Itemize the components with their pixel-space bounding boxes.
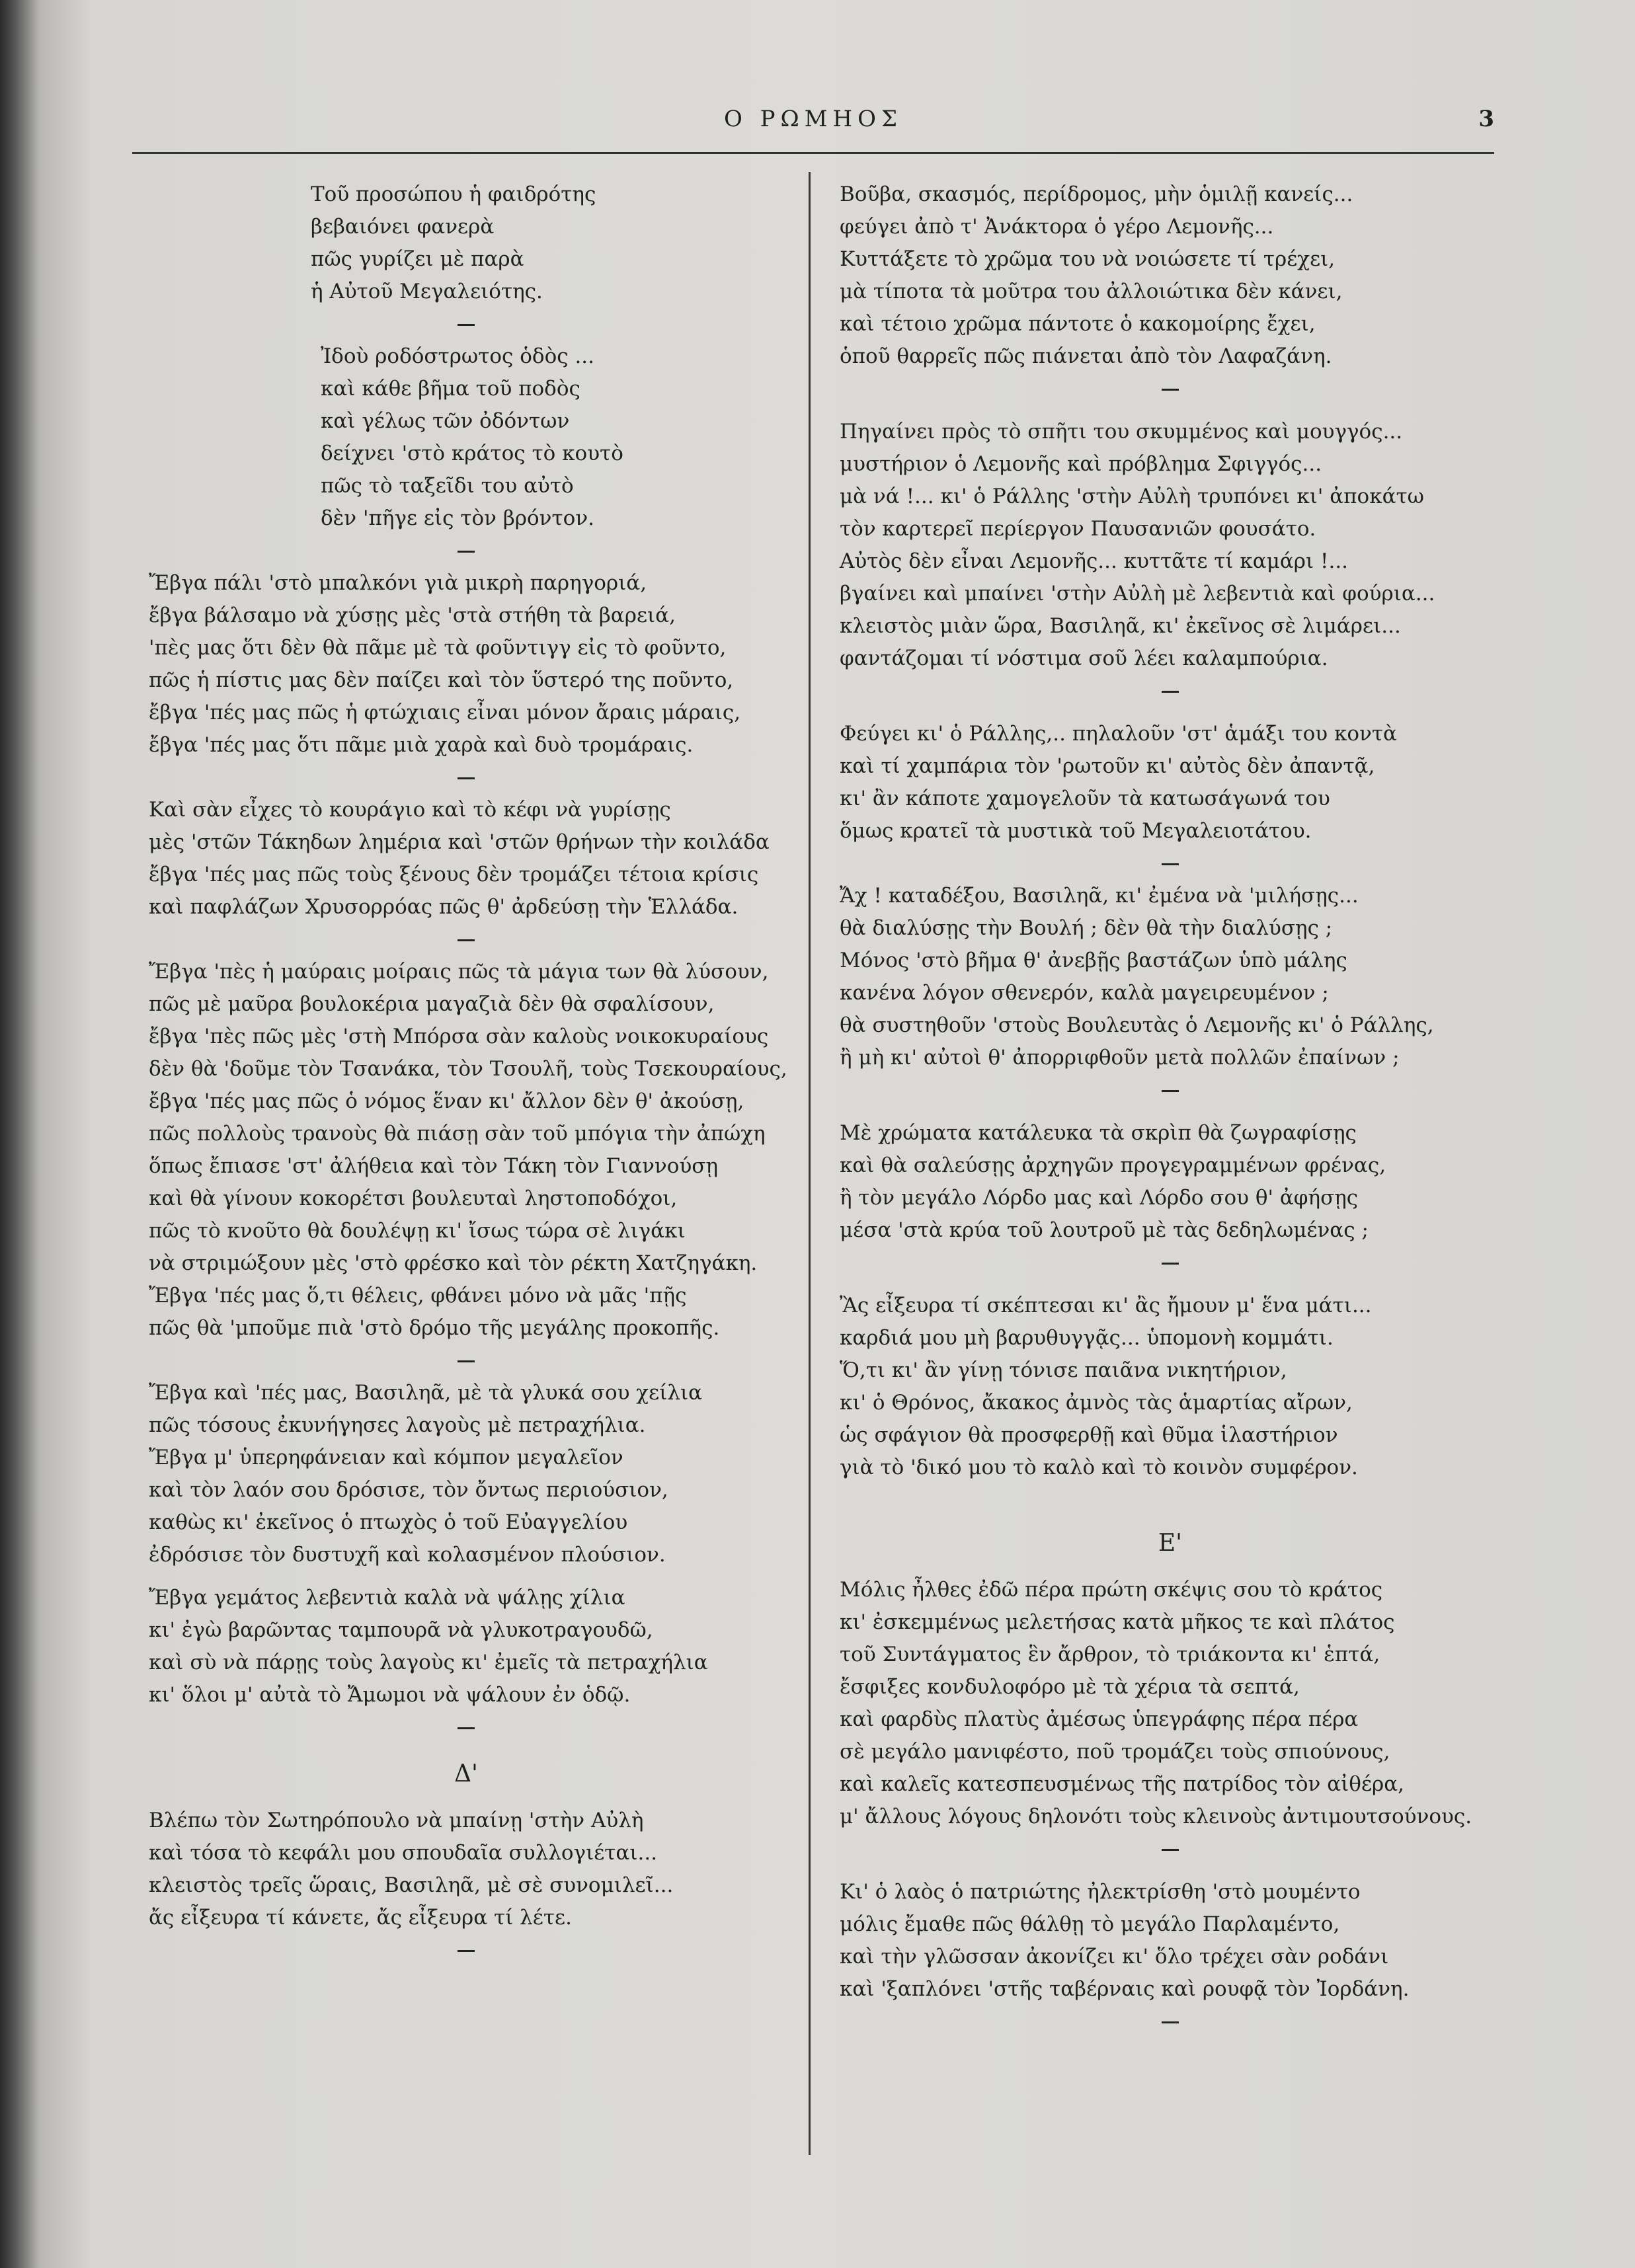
stanza [149,1582,783,1711]
stanza [149,956,787,1345]
verse-line: Ὅ,τι κι' ἂν γίνῃ τόνισε παιᾶνα νικητήριον, [840,1358,1287,1382]
verse-line: καὶ τέτοιο χρῶμα πάντοτε ὁ κακομοίρης ἔχει, [840,312,1316,336]
verse-line: πῶς πολλοὺς τρανοὺς θὰ πιάσῃ σὰν τοῦ μπόγια τὴν ἀπώχη [149,1122,766,1146]
separator-dash [840,675,1501,707]
verse-line: φαντάζομαι τί νόστιμα σοῦ λέει καλαμπούρια. [840,646,1328,670]
verse-line: Ἔβγα μ' ὑπερηφάνειαν καὶ κόμπον μεγαλεῖον [149,1446,623,1469]
verse-line: κι' ἐγὼ βαρῶντας ταμπουρᾶ νὰ γλυκοτραγουδῶ, [149,1618,653,1642]
verse-line: καὶ κάθε βῆμα τοῦ ποδὸς [321,377,580,401]
stanza [149,567,783,762]
verse-line: γιὰ τὸ 'δικό μου τὸ καλὸ καὶ τὸ κοινὸν συμφέρον. [840,1456,1358,1479]
verse-line: μόλις ἔμαθε πῶς θάλθῃ τὸ μεγάλο Παρλαμέντο, [840,1912,1340,1936]
column-divider [809,172,811,2155]
verse-line: ἢ μὴ κι' αὐτοὶ θ' ἀπορριφθοῦν μετὰ πολλῶν ἐπαίνων ; [840,1046,1400,1070]
verse-line: τὸν καρτερεῖ περίεργον Παυσανιῶν φουσάτο. [840,517,1316,541]
stanza [840,880,1501,1074]
page-number: 3 [1478,106,1494,132]
stanza [840,416,1501,675]
verse-line: καθὼς κι' ἐκεῖνος ὁ πτωχὸς ὁ τοῦ Εὐαγγελίου [149,1510,628,1534]
verse-line: κλειστὸς τρεῖς ὥραις, Βασιληᾶ, μὲ σὲ συνομιλεῖ... [149,1873,674,1897]
separator-dash [149,1711,783,1744]
verse-line: πῶς τὸ ταξεῖδι του αὐτὸ [321,474,574,498]
verse-line: καὶ γέλως τῶν ὀδόντων [321,409,570,433]
stanza [149,340,783,535]
verse-line: Ἔβγα 'πὲς ἡ μαύραις μοίραις πῶς τὰ μάγια των θὰ λύσουν, [149,960,769,984]
verse-line: δὲν θὰ 'δοῦμε τὸν Τσανάκα, τὸν Τσουλῆ, τοὺς Τσεκουραίους, [149,1057,787,1081]
verse-line: ἐδρόσισε τὸν δυστυχῆ καὶ κολασμένον πλούσιον. [149,1543,666,1567]
verse-line: καὶ σὺ νὰ πάρῃς τοὺς λαγοὺς κι' ἐμεῖς τὰ πετραχήλια [149,1651,708,1674]
header-rule [132,152,1494,154]
verse-line: καὶ τὴν γλῶσσαν ἀκονίζει κι' ὅλο τρέχει σὰν ροδάνι [840,1945,1389,1969]
verse-line: βεβαιόνει φανερὰ [311,215,495,239]
verse-line: πῶς ἡ πίστις μας δὲν παίζει καὶ τὸν ὕστερό της ποῦντο, [149,668,734,692]
verse-line: μὰ νά !... κι' ὁ Ράλλης 'στὴν Αὐλὴ τρυπόνει κι' ἀποκάτω [840,485,1424,508]
verse-line: μυστήριον ὁ Λεμονῆς καὶ πρόβλημα Σφιγγός... [840,452,1322,476]
verse-line: Ἰδοὺ ροδόστρωτος ὁδὸς ... [321,344,595,368]
verse-line: ἔβγα 'πές μας πῶς ὁ νόμος ἕναν κι' ἄλλον δὲν θ' ἀκούσῃ, [149,1089,744,1113]
verse-line: ἔβγα 'πὲς πῶς μὲς 'στὴ Μπόρσα σὰν καλοὺς νοικοκυραίους [149,1025,769,1048]
verse-line: κι' ὅλοι μ' αὐτὰ τὸ Ἄμωμοι νὰ ψάλουν ἐν ὁδῷ. [149,1683,631,1707]
separator-dash [840,373,1501,405]
verse-line: μ' ἄλλους λόγους δηλονότι τοὺς κλεινοὺς ἀντιμουτσούνους. [840,1805,1472,1828]
separator-dash [149,923,783,956]
verse-line: Αὐτὸς δὲν εἶναι Λεμονῆς... κυττᾶτε τί καμάρι !... [840,549,1349,573]
verse-line: πῶς τόσους ἐκυνήγησες λαγοὺς μὲ πετραχήλια. [149,1413,646,1437]
verse-line: νὰ στριμώξουν μὲς 'στὸ φρέσκο καὶ τὸν ρέκτη Χατζηγάκη. [149,1251,758,1275]
separator-dash [149,762,783,794]
verse-line: Ἔβγα γεμάτος λεβεντιὰ καλὰ νὰ ψάλῃς χίλια [149,1586,625,1610]
separator-dash [149,308,783,340]
stanza [840,1574,1501,1833]
verse-line: Τοῦ προσώπου ἡ φαιδρότης [311,182,596,206]
verse-line: κανένα λόγον σθενερόν, καλὰ μαγειρευμένον ; [840,981,1329,1005]
verse-line: ὅμως κρατεῖ τὰ μυστικὰ τοῦ Μεγαλειοτάτου. [840,819,1312,843]
verse-line: κι' ἂν κάποτε χαμογελοῦν τὰ κατωσάγωνά του [840,787,1330,810]
verse-line: καὶ 'ξαπλόνει 'στῆς ταβέρναις καὶ ρουφᾷ τὸν Ἰορδάνη. [840,1977,1410,2001]
separator-dash [149,1934,783,1967]
stanza [840,1117,1501,1247]
verse-line: κι' ἐσκεμμένως μελετήσας κατὰ μῆκος τε καὶ πλάτος [840,1610,1395,1634]
verse-line: καὶ τί χαμπάρια τὸν 'ρωτοῦν κι' αὐτὸς δὲν ἀπαντᾷ, [840,754,1375,778]
verse-line: ὡς σφάγιον θὰ προσφερθῇ καὶ θῦμα ἱλαστήριον [840,1423,1338,1447]
verse-line: ὅπως ἔπιασε 'στ' ἀλήθεια καὶ τὸν Τάκη τὸν Γιαννούσῃ [149,1154,719,1178]
verse-line: καρδιά μου μὴ βαρυθυγγᾷς... ὑπομονὴ κομμάτι. [840,1326,1334,1350]
verse-line: Βλέπω τὸν Σωτηρόπουλο νὰ μπαίνῃ 'στὴν Αὐλὴ [149,1809,644,1832]
verse-line: πῶς γυρίζει μὲ παρὰ [311,247,524,271]
verse-line: Ἄχ ! καταδέξου, Βασιληᾶ, κι' ἐμένα νὰ 'μιλήσῃς... [840,884,1359,908]
verse-line: κι' ὁ Θρόνος, ἄκακος ἀμνὸς τὰς ἁμαρτίας αἴρων, [840,1391,1353,1415]
verse-line: ἔβγα βάλσαμο νὰ χύσῃς μὲς 'στὰ στήθη τὰ βαρειά, [149,604,676,627]
verse-line: πῶς θὰ 'μποῦμε πιὰ 'στὸ δρόμο τῆς μεγάλης προκοπῆς. [149,1316,720,1340]
right-column [840,178,1501,2038]
verse-line: ἢ τὸν μεγάλο Λόρδο μας καὶ Λόρδο σου θ' ἀφήσῃς [840,1186,1359,1210]
stanza [149,794,783,923]
stanza [840,178,1501,373]
stanza [840,1876,1501,2006]
verse-line: Κυττάξετε τὸ χρῶμα του νὰ νοιώσετε τί τρέχει, [840,247,1336,271]
verse-line: 'πὲς μας ὅτι δὲν θὰ πᾶμε μὲ τὰ φοῦντιγγ εἰς τὸ φοῦντο, [149,636,727,660]
separator-dash [840,1247,1501,1279]
verse-line: Ἔβγα πάλι 'στὸ μπαλκόνι γιὰ μικρὴ παρηγοριά, [149,571,647,595]
verse-line: Ἔβγα 'πές μας ὅ,τι θέλεις, φθάνει μόνο νὰ μᾶς 'πῇς [149,1284,687,1308]
verse-line: φεύγει ἀπὸ τ' Ἀνάκτορα ὁ γέρο Λεμονῆς... [840,215,1274,239]
separator-dash [840,2006,1501,2038]
verse-line: κλειστὸς μιὰν ὥρα, Βασιληᾶ, κι' ἐκεῖνος σὲ λιμάρει... [840,614,1401,638]
stanza [840,1290,1501,1484]
verse-line: Βοῦβα, σκασμός, περίδρομος, μὴν ὁμιλῇ κανείς... [840,182,1353,206]
verse-line: θὰ διαλύσῃς τὴν Βουλή ; δὲν θὰ τὴν διαλύσῃς ; [840,916,1333,940]
verse-line: σὲ μεγάλο μανιφέστο, ποῦ τρομάζει τοὺς σπιούνους, [840,1740,1390,1764]
verse-line: δὲν 'πῆγε εἰς τὸν βρόντον. [321,506,595,530]
verse-line: καὶ τόσα τὸ κεφάλι μου σπουδαῖα συλλογιέται... [149,1841,658,1865]
verse-line: καὶ τὸν λαόν σου δρόσισε, τὸν ὄντως περιούσιον, [149,1478,668,1502]
separator-dash [840,1074,1501,1107]
section-heading-epsilon: Ε' [1158,1530,1183,1557]
verse-line: καὶ θὰ γίνουν κοκορέτσι βουλευταὶ ληστοποδόχοι, [149,1187,678,1210]
verse-line: καὶ καλεῖς κατεσπευσμένως τῆς πατρίδος τὸν αἰθέρα, [840,1772,1405,1796]
separator-dash [149,1345,783,1377]
verse-line: Καὶ σὰν εἶχες τὸ κουράγιο καὶ τὸ κέφι νὰ γυρίσῃς [149,798,671,822]
separator-dash [840,1833,1501,1865]
verse-line: Κι' ὁ λαὸς ὁ πατριώτης ἠλεκτρίσθη 'στὸ μουμέντο [840,1880,1361,1904]
stanza [149,1805,783,1934]
verse-line: μὲς 'στῶν Τάκηδων λημέρια καὶ 'στῶν θρήνων τὴν κοιλάδα [149,830,770,854]
verse-line: ἔβγα 'πές μας πῶς ἡ φτώχιαις εἶναι μόνον ἄραις μάραις, [149,701,741,724]
verse-line: Ἂς εἶξευρα τί σκέπτεσαι κι' ἂς ἤμουν μ' ἕνα μάτι... [840,1294,1372,1317]
verse-line: ὁποῦ θαρρεῖς πῶς πιάνεται ἀπὸ τὸν Λαφαζάνη. [840,344,1332,368]
stanza [149,178,783,308]
stanza [149,1377,783,1571]
verse-line: μέσα 'στὰ κρύα τοῦ λουτροῦ μὲ τὰς δεδηλωμένας ; [840,1218,1369,1242]
verse-line: δείχνει 'στὸ κράτος τὸ κουτὸ [321,442,623,465]
verse-line: τοῦ Συντάγματος ἓν ἄρθρον, τὸ τριάκοντα κι' ἑπτά, [840,1643,1380,1666]
newspaper-title: Ο ΡΩΜΗΟΣ [723,106,903,132]
verse-line: πῶς μὲ μαῦρα βουλοκέρια μαγαζιὰ δὲν θὰ σφαλίσουν, [149,992,715,1016]
verse-line: Φεύγει κι' ὁ Ράλλης,.. πηλαλοῦν 'στ' ἁμάξι του κοντὰ [840,722,1397,746]
verse-line: Πηγαίνει πρὸς τὸ σπῆτι του σκυμμένος καὶ μουγγός... [840,420,1403,444]
left-column [149,178,787,1967]
verse-line: Μόλις ἦλθες ἐδῶ πέρα πρώτη σκέψις σου τὸ κράτος [840,1578,1383,1602]
verse-line: μὰ τίποτα τὰ μοῦτρα του ἀλλοιώτικα δὲν κάνει, [840,280,1343,303]
verse-line: θὰ συστηθοῦν 'στοὺς Βουλευτὰς ὁ Λεμονῆς κι' ὁ Ράλλης, [840,1013,1434,1037]
verse-line: καὶ φαρδὺς πλατὺς ἀμέσως ὑπεγράφης πέρα πέρα [840,1707,1359,1731]
verse-line: Μόνος 'στὸ βῆμα θ' ἀνεβῇς βαστάζων ὑπὸ μάλης [840,949,1347,972]
page-header [132,106,1494,139]
separator-dash [840,847,1501,880]
stanza [840,718,1501,847]
separator-dash [149,535,783,567]
verse-line: Ἔβγα καὶ 'πές μας, Βασιληᾶ, μὲ τὰ γλυκά σου χείλια [149,1381,703,1405]
verse-line: ἔβγα 'πές μας ὅτι πᾶμε μιὰ χαρὰ καὶ δυὸ τρομάραις. [149,733,694,757]
verse-line: ἡ Αὐτοῦ Μεγαλειότης. [311,280,543,303]
verse-line: ἄς εἶξευρα τί κάνετε, ἄς εἶξευρα τί λέτε. [149,1906,572,1930]
verse-line: Μὲ χρώματα κατάλευκα τὰ σκρὶπ θὰ ζωγραφίσῃς [840,1121,1357,1145]
section-heading-delta: Δ' [454,1760,478,1787]
verse-line: καὶ παφλάζων Χρυσορρόας πῶς θ' ἀρδεύσῃ τὴν Ἑλλάδα. [149,895,738,919]
verse-line: ἔσφιξες κονδυλοφόρο μὲ τὰ χέρια τὰ σεπτά, [840,1675,1300,1699]
verse-line: καὶ θὰ σαλεύσῃς ἀρχηγῶν προγεγραμμένων φρένας, [840,1154,1386,1177]
verse-line: πῶς τὸ κνοῦτο θὰ δουλέψῃ κι' ἴσως τώρα σὲ λιγάκι [149,1219,686,1243]
verse-line: ἔβγα 'πές μας πῶς τοὺς ξένους δὲν τρομάζει τέτοια κρίσις [149,863,759,886]
verse-line: βγαίνει καὶ μπαίνει 'στὴν Αὐλὴ μὲ λεβεντιὰ καὶ φούρια... [840,582,1435,606]
